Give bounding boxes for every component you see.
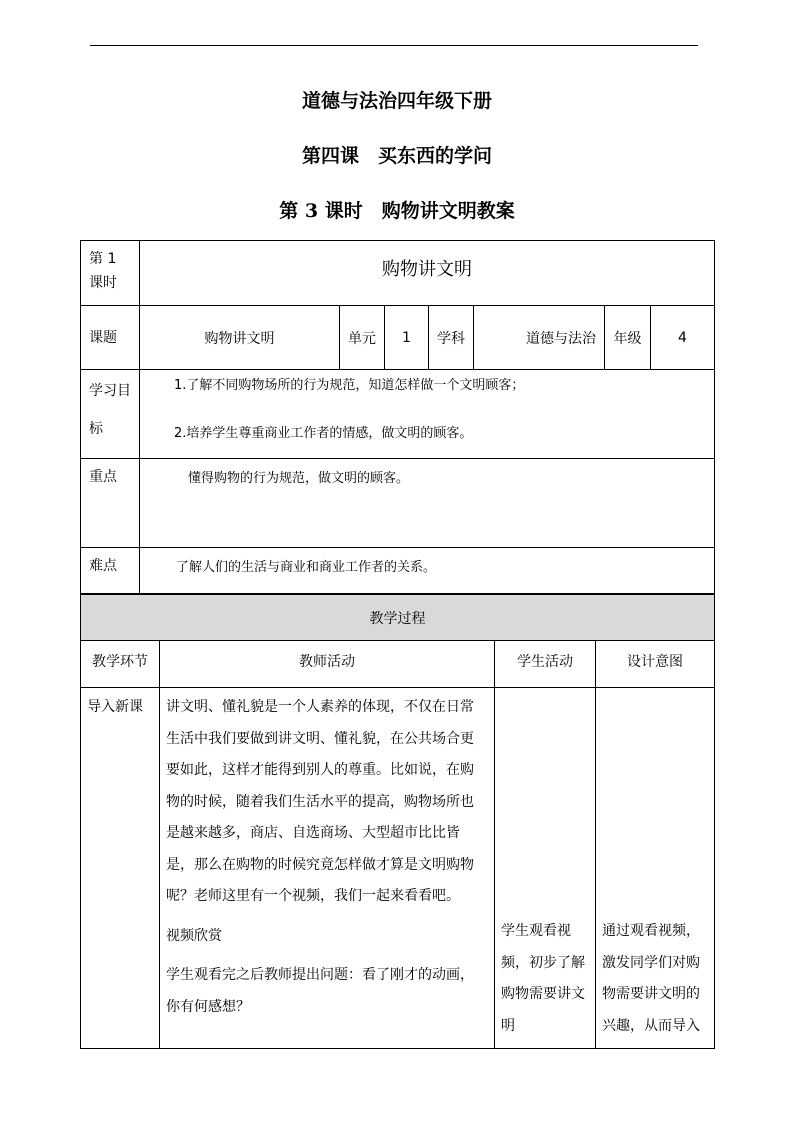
design-intent-cell: 通过观看视频，激发同学们对购物需要讲文明的兴趣，从而导入 (596, 688, 715, 1049)
unit-label: 单元 (340, 306, 385, 370)
key-value: 懂得购物的行为规范，做文明的顾客。 (140, 459, 715, 548)
teacher-paragraph: 讲文明、懂礼貌是一个人素养的体现，不仅在日常生活中我们要做到讲文明、懂礼貌，在公共场合更要如此，这样才能得到别人的尊重。比如说，在购物的时候，随着我们生活水平的提高，购物场所也是越来越多，商店、自选商场、大型超市比比皆是，那么在购物的时候究竟怎样做才算是文明购物呢？老师这里有一个视频，我们一起来看看吧。 (166, 699, 474, 904)
key-label: 重点 (81, 459, 140, 548)
grade-value: 4 (651, 306, 715, 370)
goal-item: 1.了解不同购物场所的行为规范，知道怎样做一个文明顾客； (174, 378, 525, 393)
col-stage-header: 教学环节 (81, 641, 160, 688)
period-title: 第 3 课时 购物讲文明教案 (279, 200, 515, 222)
subject-label: 学科 (429, 306, 474, 370)
stage-cell: 导入新课 (81, 688, 160, 1049)
process-header: 教学过程 (81, 595, 715, 641)
lesson-title: 第四课 买东西的学问 (301, 145, 492, 167)
col-design-header: 设计意图 (596, 641, 715, 688)
goals-label: 学习目标 (81, 370, 140, 459)
difficulty-value: 了解人们的生活与商业和商业工作者的关系。 (140, 548, 715, 594)
teacher-paragraph: 学生观看完之后教师提出问题：看了刚才的动画，你有何感想？ (166, 967, 474, 1015)
col-student-header: 学生活动 (495, 641, 596, 688)
unit-value: 1 (385, 306, 429, 370)
teacher-activity-cell (160, 688, 495, 1049)
teacher-paragraph: 视频欣赏 (166, 927, 222, 944)
unit-name: 购物讲文明 (140, 241, 715, 306)
topic-label: 课题 (81, 306, 140, 370)
doc-title: 道德与法治四年级下册 (301, 90, 492, 112)
subject-value: 道德与法治 (474, 306, 605, 370)
period-label: 第 1 课时 (81, 241, 140, 306)
goals-list (140, 370, 715, 459)
col-teacher-header: 教师活动 (160, 641, 495, 688)
grade-label: 年级 (605, 306, 651, 370)
goal-item: 2.培养学生尊重商业工作者的情感，做文明的顾客。 (174, 426, 473, 441)
topic-value: 购物讲文明 (140, 306, 340, 370)
lesson-info-table (80, 240, 715, 594)
teaching-process-table (80, 594, 715, 1049)
student-activity-cell: 学生观看视频，初步了解购物需要讲文明 (495, 688, 596, 1049)
header-rule (90, 45, 698, 46)
difficulty-label: 难点 (81, 548, 140, 594)
